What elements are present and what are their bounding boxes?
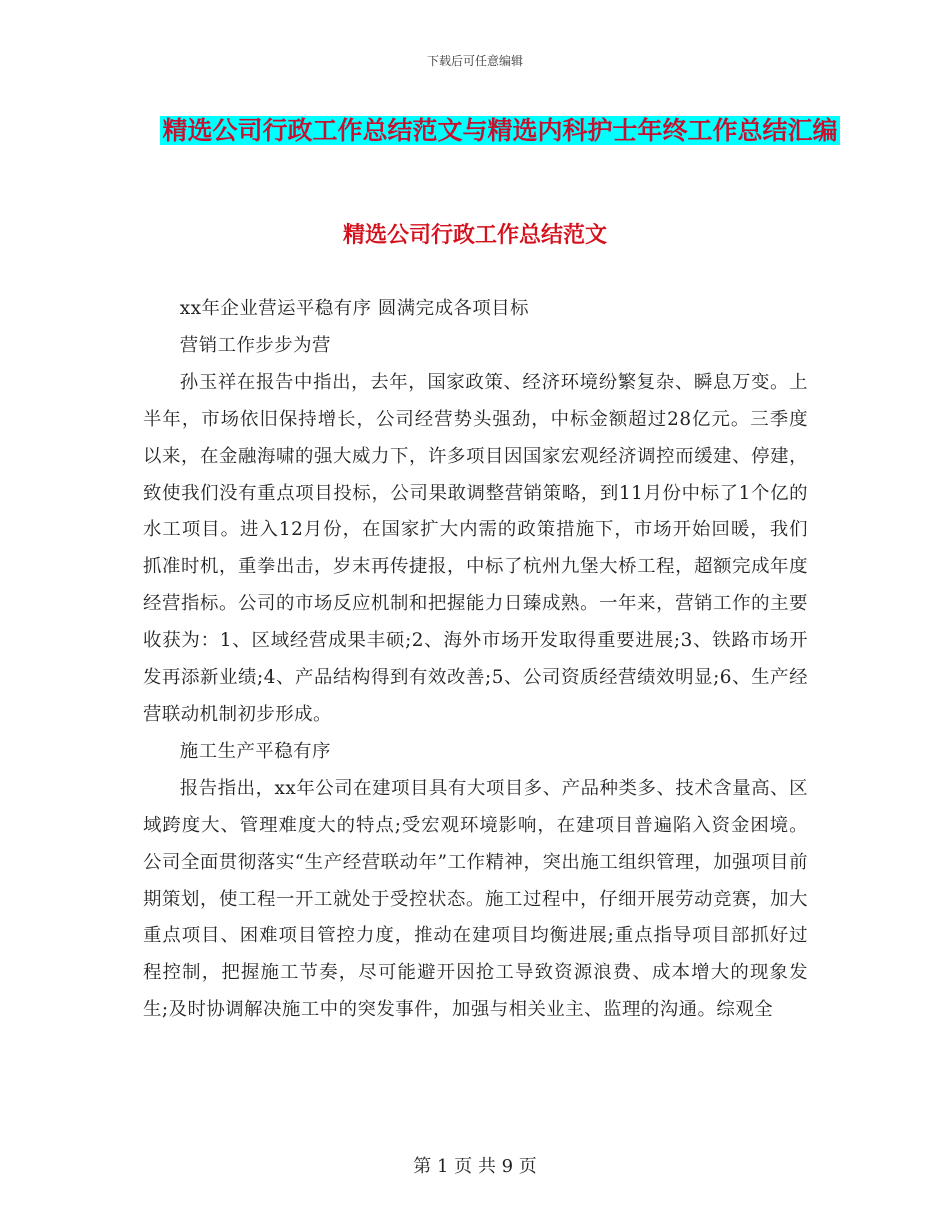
- page-number-footer: 第 1 页 共 9 页: [413, 1156, 537, 1177]
- body-paragraph: xx年企业营运平稳有序 圆满完成各项目标: [179, 298, 530, 319]
- document-title-text: 精选公司行政工作总结范文与精选内科护士年终工作总结汇编: [162, 116, 838, 145]
- body-paragraph: 营销工作步步为营: [179, 334, 331, 356]
- document-title: [140, 108, 860, 153]
- document-body: [143, 291, 808, 1029]
- section-title: 精选公司行政工作总结范文: [342, 223, 607, 248]
- body-paragraph: 孙玉祥在报告中指出，去年，国家政策、经济环境纷繁复杂、瞬息万变。上半年，市场依旧保持增长，公司经营势头强劲，中标金额超过28亿元。三季度以来，在金融海啸的强大威力下，许多项目因国家宏观经济调控而缓建、停建，致使我们没有重点项目投标，公司果敢调整营销策略，到11月份中标了1个亿的水工项目。进入12月份，在国家扩大内需的政策措施下，市场开始回暖，我们抓准时机，重拳出击，岁末再传捷报，中标了杭州九堡大桥工程，超额完成年度经营指标。公司的市场反应机制和把握能力日臻成熟。一年来，营销工作的主要收获为：1、区域经营成果丰硕;2、海外市场开发取得重要进展;3、铁路市场开发再添新业绩;4、产品结构得到有效改善;5、公司资质经营绩效明显;6、生产经营联动机制初步形成。: [143, 371, 808, 725]
- body-paragraph: 施工生产平稳有序: [179, 740, 331, 762]
- body-paragraph: 报告指出，xx年公司在建项目具有大项目多、产品种类多、技术含量高、区域跨度大、管理难度大的特点;受宏观环境影响，在建项目普遍陷入资金困境。公司全面贯彻落实“生产经营联动年”工作精神，突出施工组织管理，加强项目前期策划，使工程一开工就处于受控状态。施工过程中，仔细开展劳动竞赛，加大重点项目、困难项目管控力度，推动在建项目均衡进展;重点指导项目部抓好过程控制，把握施工节奏，尽可能避开因抢工导致资源浪费、成本增大的现象发生;及时协调解决施工中的突发事件，加强与相关业主、监理的沟通。综观全: [143, 777, 808, 1021]
- page-header-note: 下载后可任意编辑: [426, 54, 523, 68]
